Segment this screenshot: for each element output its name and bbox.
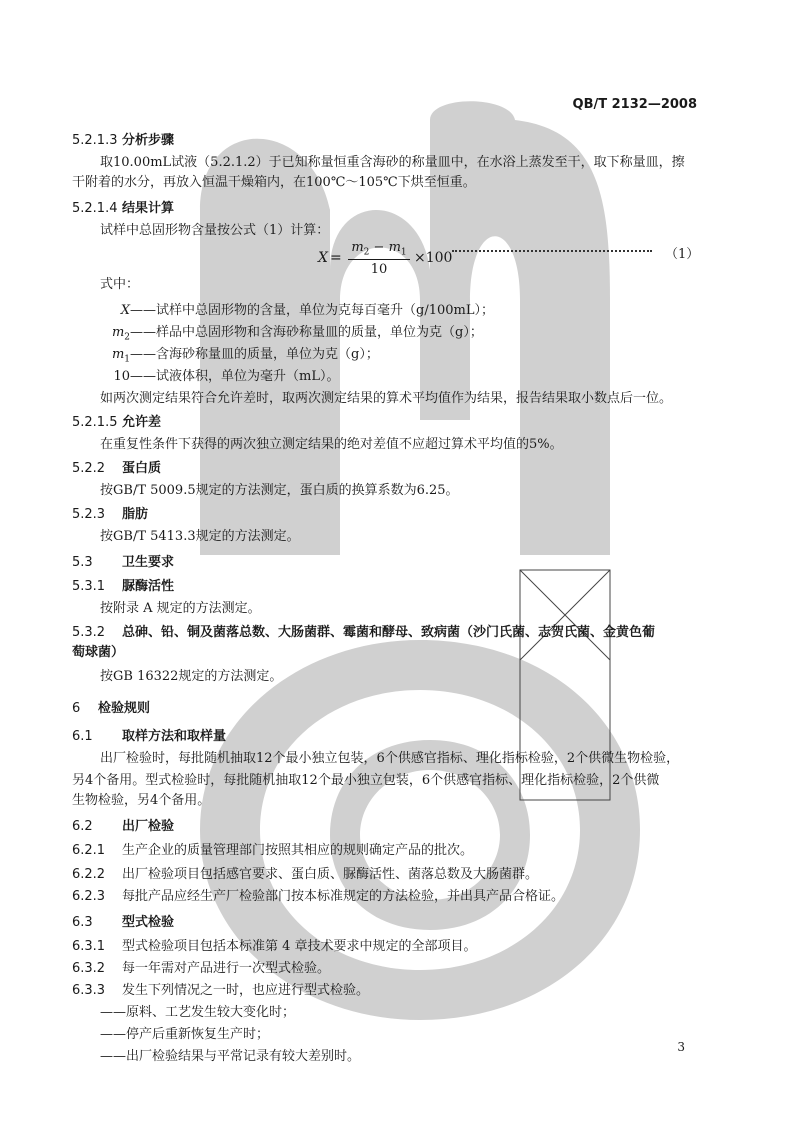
variable-definition: ——含海砂称量皿的质量，单位为克（g）； bbox=[130, 347, 379, 362]
text-line-l6 bbox=[100, 276, 793, 294]
clause-text: 每一年需对产品进行一次型式检验。 bbox=[122, 961, 331, 976]
variable-symbol: 10 bbox=[113, 369, 130, 384]
text-line-l38 bbox=[100, 1026, 793, 1044]
clause-number: 6.3.2 bbox=[72, 961, 106, 976]
text-line-l8 bbox=[90, 324, 793, 347]
text-line-l25 bbox=[72, 728, 793, 746]
variable-symbol: $m_2$ bbox=[111, 325, 130, 343]
text-line-l10 bbox=[90, 368, 793, 386]
formula-numerator: $m_2 - m_1$ bbox=[351, 240, 407, 258]
formula-denominator: 10 bbox=[370, 262, 388, 277]
heading-text: 总砷、铅、铜及菌落总数、大肠菌群、霉菌和酵母、致病菌（沙门氏菌、志贺氏菌、金黄色葡 bbox=[122, 625, 656, 640]
text-line-l19 bbox=[72, 578, 793, 596]
heading-text: 萄球菌） bbox=[72, 645, 125, 660]
paragraph-text: 在重复性条件下获得的两次独立测定结果的绝对差值不应超过算术平均值的5%。 bbox=[100, 437, 563, 452]
text-line-l16 bbox=[72, 506, 793, 524]
paragraph-text: 取10.00mL试液（5.2.1.2）于已知称量恒重含海砂的称量皿中，在水浴上蒸发至干，取下称量皿，擦 bbox=[100, 155, 685, 170]
heading-text: 允许差 bbox=[122, 415, 162, 430]
variable-symbol: $m_1$ bbox=[111, 347, 130, 365]
text-line-l5 bbox=[100, 222, 793, 240]
text-line-l20 bbox=[100, 600, 793, 618]
text-line-l33 bbox=[72, 914, 793, 932]
heading-text: 蛋白质 bbox=[122, 461, 162, 476]
paragraph-text: 另4个备用。型式检验时，每批随机抽取12个最小独立包装，6个供感官指标、理化指标检验，2个供微 bbox=[72, 773, 660, 788]
clause-number: 6.3.1 bbox=[72, 939, 106, 954]
text-line-l36 bbox=[72, 982, 793, 1000]
heading-text: 结果计算 bbox=[122, 201, 175, 216]
text-line-l35 bbox=[72, 960, 793, 978]
clause-text: 生产企业的质量管理部门按照其相应的规则确定产品的批次。 bbox=[122, 843, 474, 858]
heading-text: 出厂检验 bbox=[122, 819, 175, 834]
heading-text: 卫生要求 bbox=[122, 555, 175, 570]
text-line-l26 bbox=[100, 750, 793, 768]
paragraph-text: 出厂检验时，每批随机抽取12个最小独立包装，6个供感官指标、理化指标检验，2个供微生物检验， bbox=[100, 751, 680, 766]
heading-text: 型式检验 bbox=[122, 915, 175, 930]
heading-number: 5.3 bbox=[72, 555, 93, 570]
clause-number: 6.3.3 bbox=[72, 983, 106, 998]
formula-equals: = bbox=[330, 250, 342, 266]
heading-number: 5.2.2 bbox=[72, 461, 106, 476]
paragraph-text: ——停产后重新恢复生产时； bbox=[100, 1027, 270, 1042]
heading-number: 5.2.1.3 bbox=[72, 133, 118, 148]
variable-definition: ——试液体积，单位为毫升（mL）。 bbox=[130, 369, 340, 384]
variable-symbol: X bbox=[120, 303, 130, 318]
clause-text: 出厂检验项目包括感官要求、蛋白质、脲酶活性、菌落总数及大肠菌群。 bbox=[122, 867, 539, 882]
clause-number: 6.2.2 bbox=[72, 867, 106, 882]
clause-text: 型式检验项目包括本标准第 4 章技术要求中规定的全部项目。 bbox=[122, 939, 477, 954]
heading-number: 5.3.2 bbox=[72, 625, 106, 640]
heading-number: 5.2.1.4 bbox=[72, 201, 118, 216]
text-line-l9 bbox=[90, 346, 793, 369]
heading-number: 5.2.1.5 bbox=[72, 415, 118, 430]
heading-text: 分析步骤 bbox=[122, 133, 175, 148]
paragraph-text: 式中： bbox=[100, 277, 140, 292]
text-line-l17 bbox=[100, 528, 793, 546]
page-number: 3 bbox=[677, 1040, 685, 1054]
heading-number: 6.3 bbox=[72, 915, 93, 930]
formula-lhs: X bbox=[318, 250, 328, 266]
paragraph-text: ——原料、工艺发生较大变化时； bbox=[100, 1005, 296, 1020]
text-line-l1 bbox=[72, 132, 793, 150]
clause-number: 6.2.1 bbox=[72, 843, 106, 858]
heading-number: 5.2.3 bbox=[72, 507, 106, 522]
text-line-l22 bbox=[72, 644, 793, 662]
text-line-l34 bbox=[72, 938, 793, 956]
standard-code: QB/T 2132—2008 bbox=[572, 97, 697, 112]
text-line-l21 bbox=[72, 624, 793, 642]
text-line-l4 bbox=[72, 200, 793, 218]
variable-definition: ——样品中总固形物和含海砂称量皿的质量，单位为克（g）； bbox=[130, 325, 483, 340]
text-line-l30 bbox=[72, 842, 793, 860]
text-line-l37 bbox=[100, 1004, 793, 1022]
text-line-l7 bbox=[90, 302, 793, 320]
text-line-l14 bbox=[72, 460, 793, 478]
text-line-l29 bbox=[72, 818, 793, 836]
formula-leader-dots bbox=[452, 250, 652, 252]
heading-text: 取样方法和取样量 bbox=[122, 729, 227, 744]
paragraph-text: 按附录 A 规定的方法测定。 bbox=[100, 601, 261, 616]
formula-multiplier: ×100 bbox=[414, 250, 453, 266]
variable-definition: ——试样中总固形物的含量，单位为克每百毫升（g/100mL）； bbox=[130, 303, 494, 318]
text-line-l31 bbox=[72, 866, 793, 884]
text-line-l11 bbox=[100, 390, 793, 408]
heading-text: 脂肪 bbox=[122, 507, 149, 522]
text-line-l3 bbox=[72, 174, 793, 192]
paragraph-text: 按GB/T 5009.5规定的方法测定，蛋白质的换算系数为6.25。 bbox=[100, 483, 459, 498]
text-line-l32 bbox=[72, 888, 793, 906]
text-line-l24 bbox=[72, 700, 793, 718]
text-line-l23 bbox=[100, 668, 793, 686]
text-line-l2 bbox=[100, 154, 793, 172]
paragraph-text: 如两次测定结果符合允许差时，取两次测定结果的算术平均值作为结果，报告结果取小数点后一位。 bbox=[100, 391, 673, 406]
fraction-bar bbox=[348, 259, 410, 260]
text-line-l12 bbox=[72, 414, 793, 432]
formula-number: （1） bbox=[665, 247, 700, 262]
heading-number: 6.2 bbox=[72, 819, 93, 834]
paragraph-text: 试样中总固形物含量按公式（1）计算： bbox=[100, 223, 330, 238]
heading-number: 6.1 bbox=[72, 729, 93, 744]
heading-text: 脲酶活性 bbox=[122, 579, 175, 594]
clause-number: 6.2.3 bbox=[72, 889, 106, 904]
text-line-l18 bbox=[72, 554, 793, 572]
paragraph-text: 干附着的水分，再放入恒温干燥箱内，在100℃～105℃下烘至恒重。 bbox=[72, 175, 476, 190]
text-line-l28 bbox=[72, 792, 793, 810]
paragraph-text: 按GB 16322规定的方法测定。 bbox=[100, 669, 283, 684]
heading-number: 5.3.1 bbox=[72, 579, 106, 594]
heading-text: 检验规则 bbox=[98, 701, 151, 716]
text-line-l13 bbox=[100, 436, 793, 454]
text-line-l27 bbox=[72, 772, 793, 790]
clause-text: 每批产品应经生产厂检验部门按本标准规定的方法检验，并出具产品合格证。 bbox=[122, 889, 565, 904]
paragraph-text: 生物检验，另4个备用。 bbox=[72, 793, 211, 808]
clause-text: 发生下列情况之一时，也应进行型式检验。 bbox=[122, 983, 370, 998]
text-line-l39 bbox=[100, 1048, 793, 1066]
paragraph-text: 按GB/T 5413.3规定的方法测定。 bbox=[100, 529, 300, 544]
text-line-l15 bbox=[100, 482, 793, 500]
paragraph-text: ——出厂检验结果与平常记录有较大差别时。 bbox=[100, 1049, 361, 1064]
heading-number: 6 bbox=[72, 701, 81, 716]
